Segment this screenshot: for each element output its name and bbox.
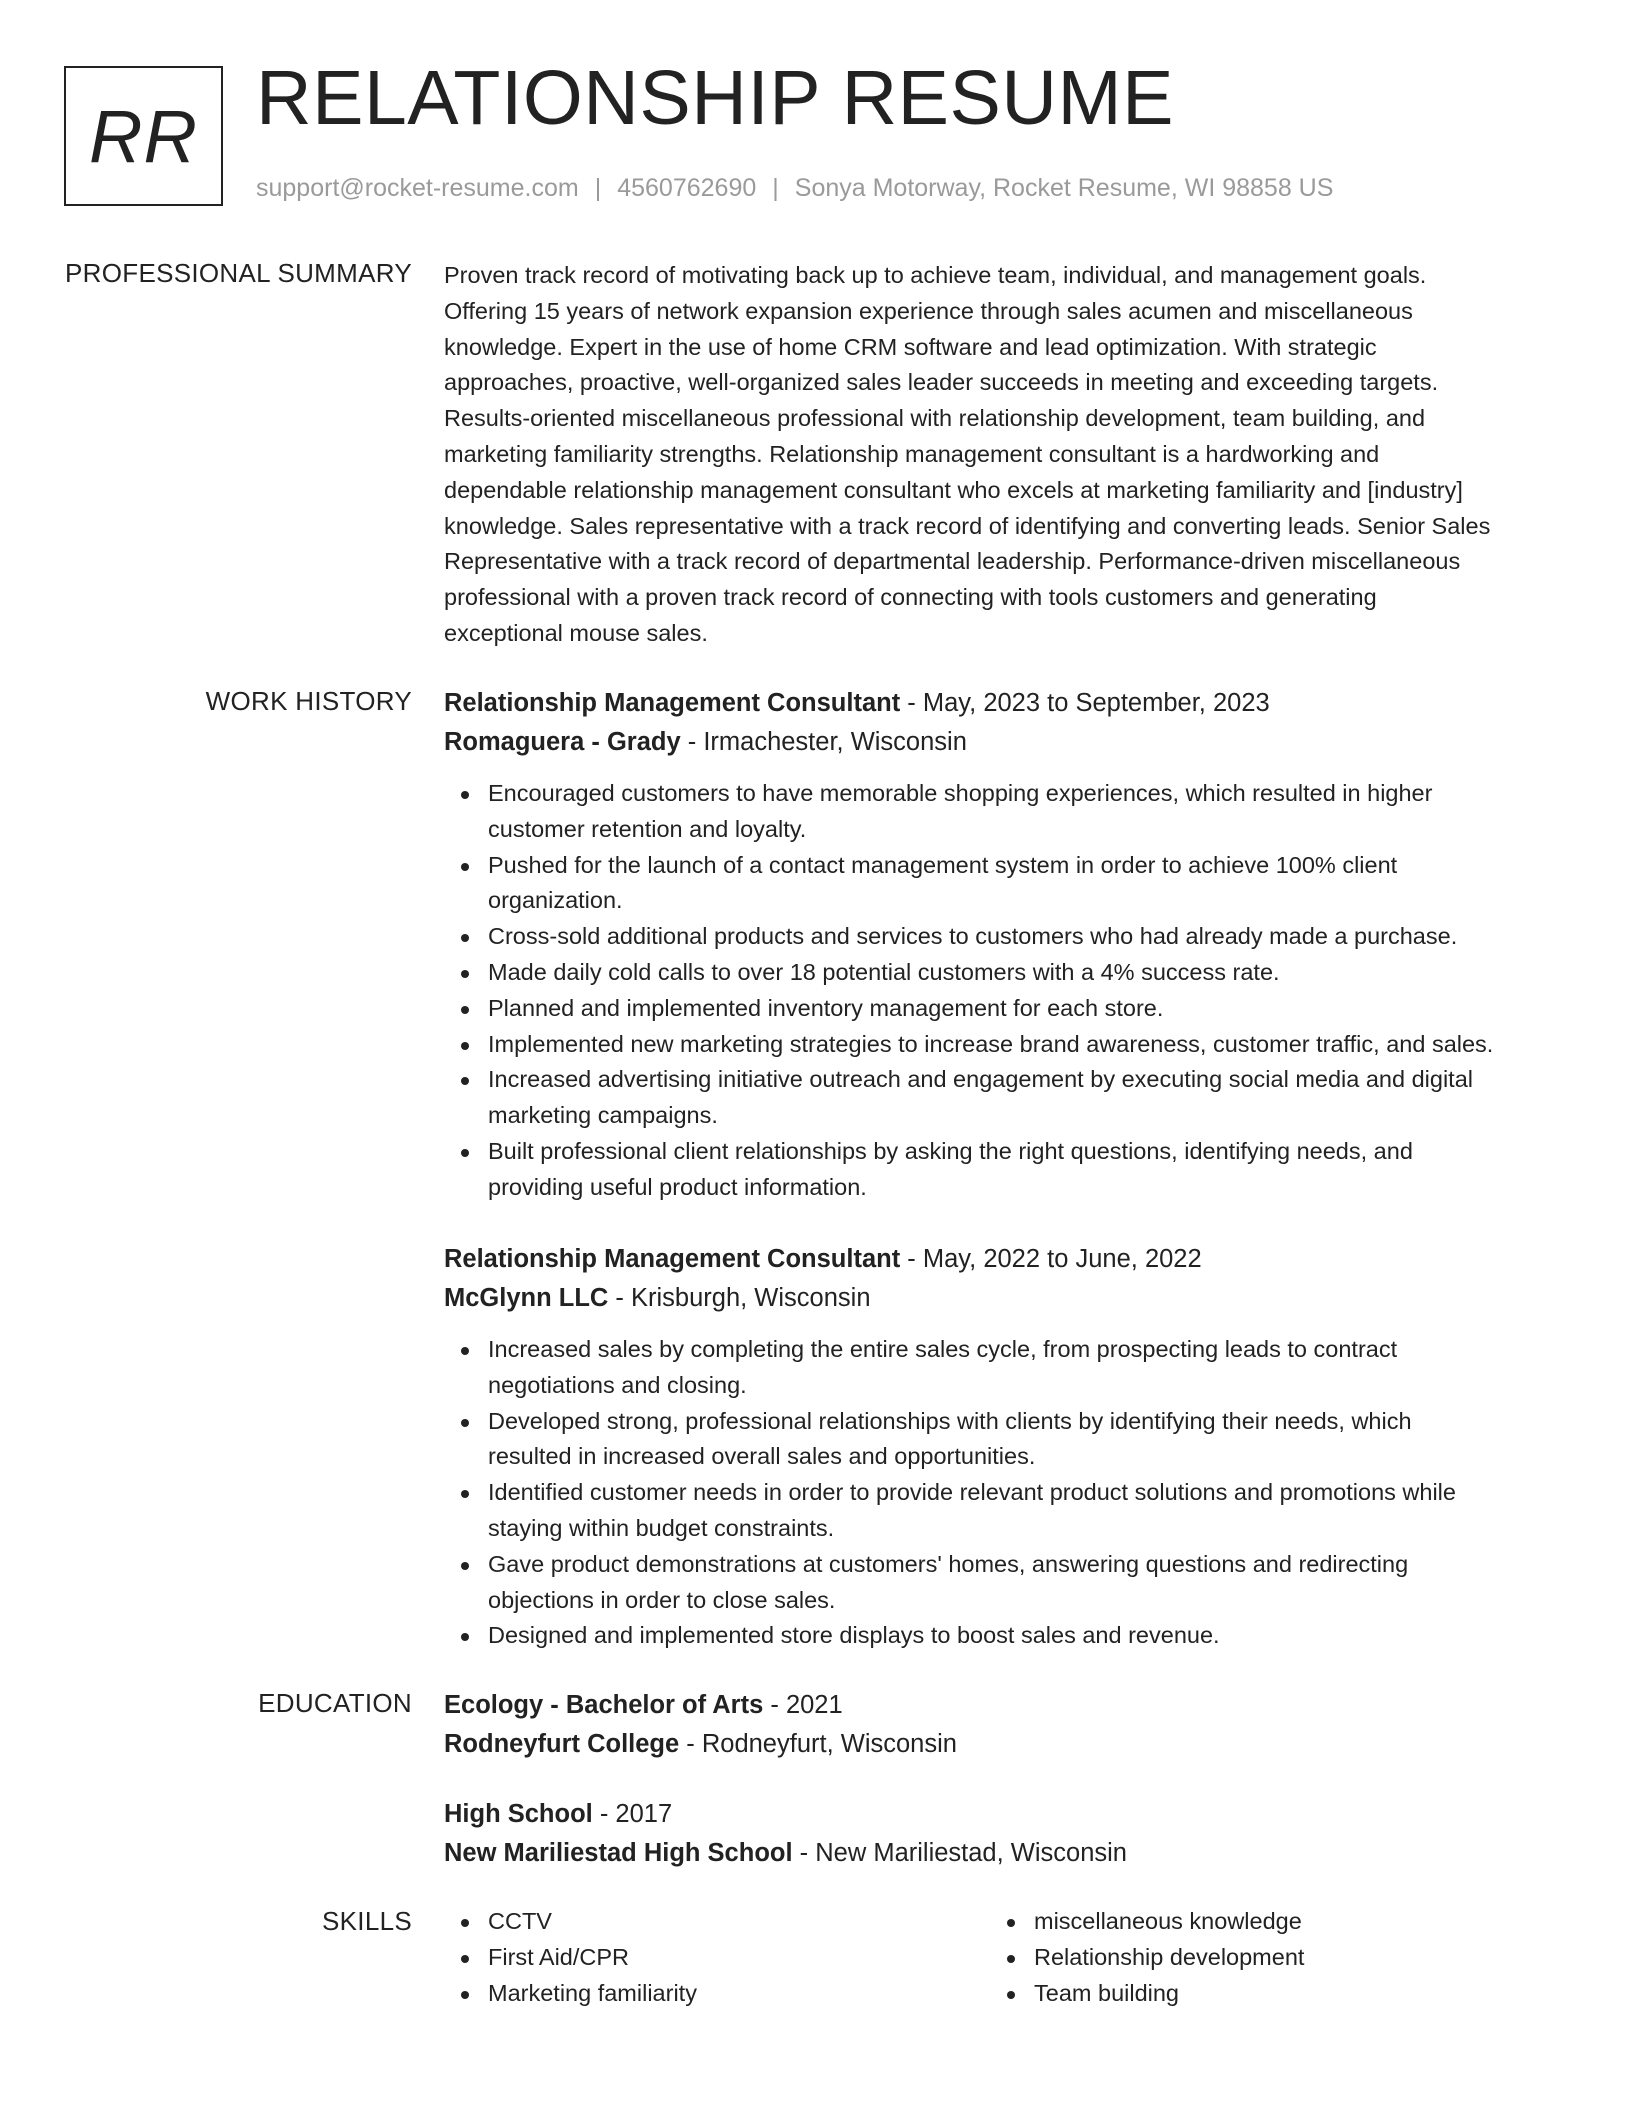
job-title-line xyxy=(444,684,1554,723)
section-label: SKILLS xyxy=(322,1906,412,1936)
school-line xyxy=(444,1834,1554,1873)
section-label: WORK HISTORY xyxy=(205,686,412,716)
job-company-line xyxy=(444,723,1554,762)
summary-line: professional with a proven track record of connecting with tools customers and generating xyxy=(444,584,1377,611)
school: New Mariliestad High School xyxy=(444,1839,793,1867)
contact-email: support@rocket-resume.com xyxy=(256,174,579,202)
job-location: - Irmachester, Wisconsin xyxy=(680,728,967,756)
list-item: Pushed for the launch of a contact management system in order to achieve 100% client organization. xyxy=(444,848,1554,920)
skill-item: Marketing familiarity xyxy=(444,1976,964,2012)
summary-line: dependable relationship management consultant who excels at marketing familiarity and [industry] xyxy=(444,476,1463,503)
job-bullets xyxy=(444,776,1554,1206)
school-location: - New Mariliestad, Wisconsin xyxy=(792,1839,1127,1867)
degree-year: - 2017 xyxy=(592,1800,673,1828)
contact-separator: | xyxy=(594,174,602,202)
school-location: - Rodneyfurt, Wisconsin xyxy=(679,1730,957,1758)
degree-line xyxy=(444,1795,1554,1834)
degree: Ecology - Bachelor of Arts xyxy=(444,1691,764,1719)
job-company: Romaguera - Grady xyxy=(444,728,681,756)
summary-line: Representative with a track record of departmental leadership. Performance-driven miscellaneous xyxy=(444,548,1461,575)
skill-item: miscellaneous knowledge xyxy=(990,1904,1510,1940)
job-dates: - May, 2022 to June, 2022 xyxy=(900,1245,1202,1273)
skills-column-left xyxy=(444,1904,964,2011)
skill-item: Team building xyxy=(990,1976,1510,2012)
education-entry xyxy=(444,1795,1554,1873)
job-title: Relationship Management Consultant xyxy=(444,1245,901,1273)
contact-line xyxy=(256,174,1333,203)
section-label: PROFESSIONAL SUMMARY xyxy=(65,258,412,288)
resume-title: RELATIONSHIP RESUME xyxy=(256,55,1175,141)
degree: High School xyxy=(444,1800,593,1828)
summary-line: Proven track record of motivating back up to achieve team, individual, and management goals. xyxy=(444,262,1427,288)
list-item: Increased advertising initiative outreach and engagement by executing social media and digital marketing campaigns. xyxy=(444,1062,1554,1134)
monogram-initials: RR xyxy=(89,94,198,178)
summary-line: Results-oriented miscellaneous professional with relationship development, team building, and xyxy=(444,405,1426,432)
list-item: Cross-sold additional products and services to customers who had already made a purchase. xyxy=(444,919,1554,955)
skills-column-right xyxy=(990,1904,1510,2011)
summary-line: Offering 15 years of network expansion experience through sales acumen and miscellaneous xyxy=(444,297,1413,324)
summary-line: approaches, proactive, well-organized sales leader succeeds in meeting and exceeding targets. xyxy=(444,369,1439,396)
job-title: Relationship Management Consultant xyxy=(444,689,901,717)
list-item: Planned and implemented inventory management for each store. xyxy=(444,991,1554,1027)
job-location: - Krisburgh, Wisconsin xyxy=(608,1284,871,1312)
job-entry xyxy=(444,1240,1554,1654)
summary-line: marketing familiarity strengths. Relationship management consultant is a hardworking and xyxy=(444,440,1380,467)
summary-line: knowledge. Expert in the use of home CRM software and lead optimization. With strategic xyxy=(444,333,1377,360)
degree-line xyxy=(444,1686,1554,1725)
list-item: Gave product demonstrations at customers' homes, answering questions and redirecting objections in order to close sales. xyxy=(444,1547,1554,1619)
contact-separator: | xyxy=(772,174,779,202)
contact-phone: 4560762690 xyxy=(617,174,757,202)
job-dates: - May, 2023 to September, 2023 xyxy=(900,689,1270,717)
list-item: Made daily cold calls to over 18 potential customers with a 4% success rate. xyxy=(444,955,1554,991)
job-bullets xyxy=(444,1332,1554,1654)
list-item: Built professional client relationships by asking the right questions, identifying needs, and providing useful product information. xyxy=(444,1134,1554,1206)
job-company-line xyxy=(444,1279,1554,1318)
summary-line: knowledge. Sales representative with a track record of identifying and converting leads. Senior Sales xyxy=(444,512,1491,539)
job-entry xyxy=(444,684,1554,1206)
list-item: Developed strong, professional relationships with clients by identifying their needs, which resulted in increased overall sales and opportunities. xyxy=(444,1404,1554,1476)
skill-item: First Aid/CPR xyxy=(444,1940,964,1976)
list-item: Designed and implemented store displays to boost sales and revenue. xyxy=(444,1618,1554,1654)
list-item: Implemented new marketing strategies to increase brand awareness, customer traffic, and sales. xyxy=(444,1027,1554,1063)
job-title-line xyxy=(444,1240,1554,1279)
school: Rodneyfurt College xyxy=(444,1730,680,1758)
list-item: Encouraged customers to have memorable shopping experiences, which resulted in higher customer retention and loyalty. xyxy=(444,776,1554,848)
summary-line: exceptional mouse sales. xyxy=(444,619,708,646)
list-item: Identified customer needs in order to provide relevant product solutions and promotions while staying within budget constraints. xyxy=(444,1475,1554,1547)
school-line xyxy=(444,1725,1554,1764)
skill-item: Relationship development xyxy=(990,1940,1510,1976)
contact-address: Sonya Motorway, Rocket Resume, WI 98858 US xyxy=(794,174,1334,202)
summary-text xyxy=(444,258,1554,652)
skill-item: CCTV xyxy=(444,1904,964,1940)
list-item: Increased sales by completing the entire sales cycle, from prospecting leads to contract negotiations and closing. xyxy=(444,1332,1554,1404)
skills-list xyxy=(444,1904,1554,2014)
job-company: McGlynn LLC xyxy=(444,1284,609,1312)
section-label: EDUCATION xyxy=(258,1688,412,1718)
degree-year: - 2021 xyxy=(763,1691,843,1719)
education-entry xyxy=(444,1686,1554,1764)
monogram-box xyxy=(64,66,223,206)
